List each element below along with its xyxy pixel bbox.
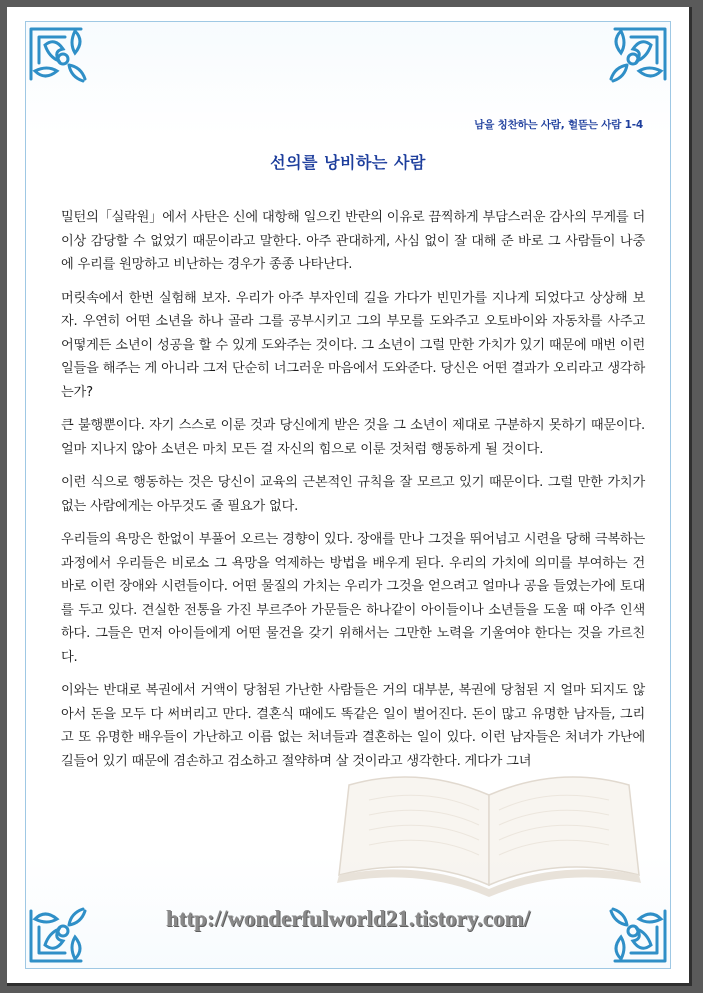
page-title: 선의를 낭비하는 사람 xyxy=(270,153,426,172)
paragraph: 머릿속에서 한번 실험해 보자. 우리가 아주 부자인데 길을 가다가 빈민가를 지나게 되었다고 상상해 보자. 우연히 어떤 소년을 하나 골라 그를 공부시키고 그의 부모를 도와주고 오토바이와 자동차를 사주고 어떻게든 소년이 성공을 할 수 있게 도와주는 것이다. 그 소년이 그럴 만한 가치가 있기 때문에 매번 이런 일들을 해주는 게 아니라 그저 단순히 너그러운 마음에서 도와준다. 당신은 어떤 결과가 오리라고 생각하는가? xyxy=(61,290,645,400)
article-body xyxy=(61,206,645,783)
corner-ornament-icon xyxy=(581,19,673,111)
paragraph: 이와는 반대로 복권에서 거액이 당첨된 가난한 사람들은 거의 대부분, 복권에 당첨된 지 얼마 되지도 않아서 돈을 모두 다 써버리고 만다. 결혼식 때에도 똑같은 일이 벌어진다. 돈이 많고 유명한 남자들, 그리고 또 유명한 배우들이 가난하고 이름 없는 처녀들과 결혼하는 일이 있다. 이런 남자들은 처녀가 가난에 길들어 있기 때문에 겸손하고 검소하고 절약하며 살 것이라고 생각한다. 게다가 그녀 xyxy=(61,683,645,769)
paragraph: 밀턴의「실락원」에서 사탄은 신에 대항해 일으킨 반란의 이유로 끔찍하게 부담스러운 감사의 무게를 더 이상 감당할 수 없었기 때문이라고 말한다. 아주 관대하게, 사심 없이 잘 대해 준 바로 그 사람들이 나중에 우리를 원망하고 비난하는 경우가 종종 나타난다. xyxy=(61,210,645,272)
paragraph: 큰 불행뿐이다. 자기 스스로 이룬 것과 당신에게 받은 것을 그 소년이 제대로 구분하지 못하기 때문이다. 얼마 지나지 않아 소년은 마치 모든 걸 자신의 힘으로 이룬 것처럼 행동하게 될 것이다. xyxy=(61,418,645,457)
paragraph: 이런 식으로 행동하는 것은 당신이 교육의 근본적인 규칙을 잘 모르고 있기 때문이다. 그럴 만한 가치가 없는 사람에게는 아무것도 줄 필요가 없다. xyxy=(61,475,645,514)
series-header: 남을 칭찬하는 사람, 헐뜯는 사람 1-4 xyxy=(474,119,643,131)
paragraph: 우리들의 욕망은 한없이 부풀어 오르는 경향이 있다. 장애를 만나 그것을 뛰어넘고 시련을 당해 극복하는 과정에서 우리들은 비로소 그 욕망을 억제하는 방법을 배우게 된다. 우리의 가치에 의미를 부여하는 건 바로 이런 장애와 시련들이다. 어떤 물질의 가치는 우리가 그것을 얻으려고 얼마나 공을 들였는가에 토대를 두고 있다. 견실한 전통을 가진 부르주아 가문들은 하나같이 아이들이나 소년들을 도울 때 아주 인색하다. 그들은 먼저 아이들에게 어떤 물건을 갖기 위해서는 그만한 노력을 기울여야 한다는 것을 가르친다. xyxy=(61,532,645,665)
document-page xyxy=(7,7,692,986)
corner-ornament-icon xyxy=(23,19,115,111)
footer-url: http://wonderfulworld21.tistory.com/ xyxy=(165,906,531,931)
